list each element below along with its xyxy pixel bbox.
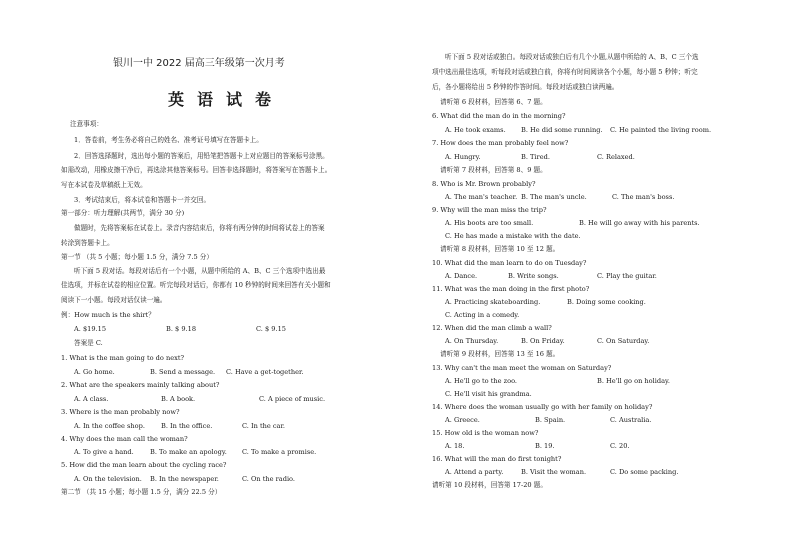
intro-line: 转涂到答题卡上。 (61, 239, 114, 247)
question: 4. Why does the man call the woman? (61, 435, 188, 443)
option: A. On Thursday. (445, 337, 499, 345)
option: A. Hungry. (445, 153, 481, 161)
option: A. He took exams. (445, 126, 506, 134)
option: A. He'll go to the zoo. (445, 377, 518, 385)
option: B. He'll go on holiday. (597, 377, 670, 385)
question: 5. How did the man learn about the cycling race? (61, 461, 227, 469)
option: B. In the office. (161, 422, 213, 430)
option: A. Greece. (445, 416, 480, 424)
option: B. Visit the woman. (521, 468, 587, 476)
option: C. A piece of music. (259, 395, 326, 403)
question: 11. What was the man doing in the first photo? (432, 285, 590, 293)
option: B. In the newspaper. (150, 475, 219, 483)
material-note: 请听第 9 段材料，回答第 13 至 16 题。 (440, 350, 560, 358)
option: B. Write songs. (508, 272, 559, 280)
note-line: 如需改动，用橡皮擦干净后，再选涂其他答案标号。回答非选择题时，将答案写在答题卡上。 (61, 166, 332, 174)
option: C. Play the guitar. (597, 272, 657, 280)
note-line: 2．回答选择题时，选出每小题的答案后，用铅笔把答题卡上对应题目的答案标号涂黑。 (74, 152, 329, 160)
option: B. On Friday. (521, 337, 565, 345)
question: 9. Why will the man miss the trip? (432, 206, 547, 214)
example-question: 例：How much is the shirt？ (61, 311, 155, 319)
intro-line: 后，各小题将给出 5 秒钟的作答时间。每段对话或独白读两遍。 (432, 83, 619, 91)
question: 7. How does the man probably feel now? (432, 139, 569, 147)
question: 6. What did the man do in the morning? (432, 112, 566, 120)
question: 12. When did the man climb a wall? (432, 324, 552, 332)
option: A. Go home. (74, 368, 115, 376)
question: 10. What did the man learn to do on Tuesday? (432, 259, 587, 267)
option: C. Have a get-together. (226, 368, 304, 376)
section-title: 第一节 （共 5 小题；每小题 1.5 分，满分 7.5 分） (61, 253, 213, 261)
subject-title: 英语试卷 (168, 90, 285, 109)
option: B. The man's uncle. (521, 193, 587, 201)
example-option: B. $ 9.18 (166, 325, 197, 333)
option: C. Do some packing. (610, 468, 679, 476)
intro-line: 做题时，先将答案标在试卷上。录音内容结束后，你将有两分钟的时间将试卷上的答案 (74, 224, 325, 232)
option: B. He did some running. (521, 126, 603, 134)
question: 16. What will the man do first tonight? (432, 455, 562, 463)
option: B. A book. (161, 395, 196, 403)
material-note: 请听第 6 段材料，回答第 6、7 题。 (440, 98, 547, 106)
option: B. He will go away with his parents. (579, 219, 700, 227)
question: 14. Where does the woman usually go with her family on holiday? (432, 403, 653, 411)
section-title: 第二节 （共 15 小题；每小题 1.5 分，满分 22.5 分） (61, 488, 222, 496)
option: A. In the coffee shop. (74, 422, 145, 430)
exam-header: 银川一中 2022 届高三年级第一次月考 (113, 58, 285, 69)
option: C. Acting in a comedy. (445, 311, 520, 319)
question: 15. How old is the woman now? (432, 429, 539, 437)
material-note: 请听第 8 段材料，回答第 10 至 12 题。 (440, 245, 560, 253)
question: 8. Who is Mr. Brown probably? (432, 180, 536, 188)
note-line: 1．答卷前，考生务必将自己的姓名、准考证号填写在答题卡上。 (74, 136, 263, 144)
option: B. 19. (535, 442, 555, 450)
option: A. 18. (445, 442, 465, 450)
intro-line: 佳选项，并标在试卷的相应位置。听完每段对话后，你都有 10 秒钟的时间来回答有关小题和 (61, 281, 331, 289)
option: C. Australia. (610, 416, 652, 424)
option: C. Relaxed. (597, 153, 635, 161)
notes-title: 注意事项： (70, 120, 103, 128)
part-title: 第一部分：听力理解(共两节，满分 30 分) (61, 209, 185, 217)
option: A. A class. (74, 395, 109, 403)
material-note: 请听第 7 段材料，回答第 8、9 题。 (440, 166, 547, 174)
option: C. On Saturday. (597, 337, 650, 345)
option: B. Tired. (521, 153, 550, 161)
question: 2. What are the speakers mainly talking about? (61, 381, 220, 389)
option: A. To give a hand. (74, 448, 134, 456)
question: 13. Why can't the man meet the woman on Saturday? (432, 364, 612, 372)
option: A. Practicing skateboarding. (445, 298, 541, 306)
note-line: 3．考试结束后，将本试卷和答题卡一并交回。 (74, 196, 211, 204)
option: B. Send a message. (150, 368, 216, 376)
option: A. His boots are too small. (445, 219, 534, 227)
option: B. To make an apology. (150, 448, 227, 456)
intro-line: 阅读下一小题。每段对话仅读一遍。 (61, 296, 167, 304)
question: 3. Where is the man probably now? (61, 408, 180, 416)
option: B. Spain. (535, 416, 566, 424)
option: C. The man's boss. (612, 193, 675, 201)
intro-line: 听下面 5 段对话。每段对话后有一个小题，从题中所给的 A、B、C 三个选项中选出最 (74, 267, 326, 275)
option: C. In the car. (242, 422, 285, 430)
example-option: A. $19.15 (74, 325, 107, 333)
option: A. Attend a party. (445, 468, 504, 476)
option: A. Dance. (445, 272, 478, 280)
note-line: 写在本试卷及草稿纸上无效。 (61, 181, 147, 189)
intro-line: 项中选出最佳选项，听每段对话或独白前，你将有时间阅读各个小题，每小题 5 秒钟；听完 (432, 68, 698, 76)
intro-line: 听下面 5 段对话或独白。每段对话或独白后有几个小题,从题中所给的 A、B、C 三个选 (445, 53, 699, 61)
option: C. To make a promise. (242, 448, 317, 456)
option: B. Doing some cooking. (567, 298, 646, 306)
example-answer: 答案是 C. (74, 339, 103, 347)
option: A. The man's teacher. (445, 193, 518, 201)
material-note: 请听第 10 段材料，回答第 17-20 题。 (432, 481, 547, 489)
option: C. On the radio. (242, 475, 296, 483)
option: C. 20. (610, 442, 630, 450)
option: C. He'll visit his grandma. (445, 390, 532, 398)
example-option: C. $ 9.15 (256, 325, 286, 333)
option: C. He painted the living room. (610, 126, 712, 134)
option: C. He has made a mistake with the date. (445, 232, 581, 240)
option: A. On the television. (74, 475, 142, 483)
question: 1. What is the man going to do next? (61, 354, 185, 362)
